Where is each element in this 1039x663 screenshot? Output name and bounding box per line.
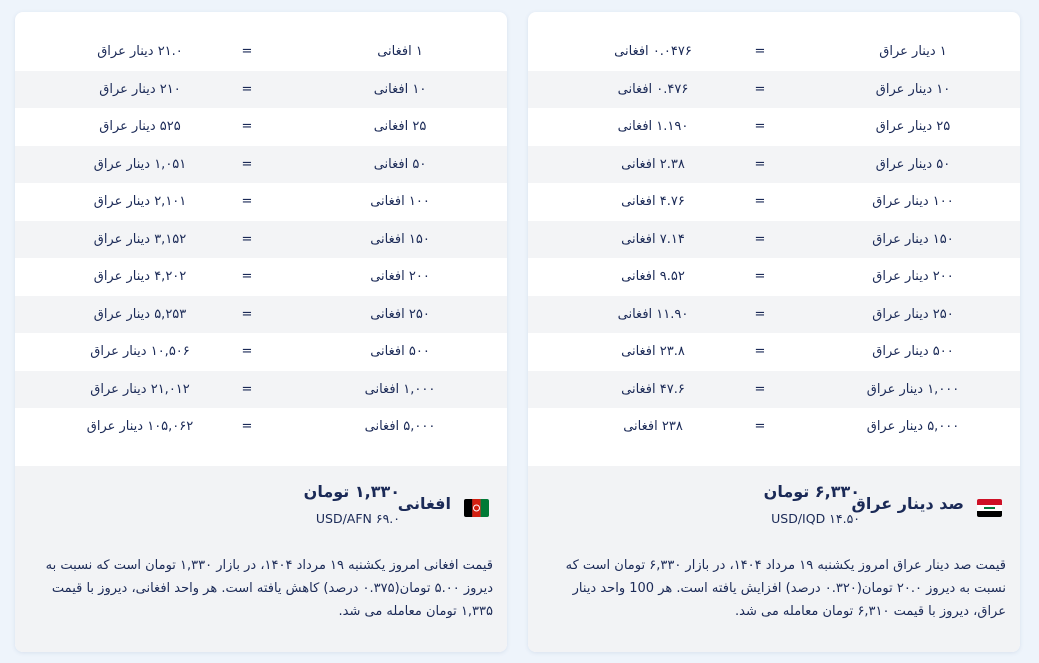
to-amount: ۴۷.۶ افغانی bbox=[621, 381, 685, 397]
currency-name: افغانی bbox=[397, 494, 451, 513]
equals-sign: = bbox=[241, 381, 253, 397]
to-amount: ۰.۴۷۶ افغانی bbox=[617, 81, 689, 97]
from-amount: ۵۰۰ افغانی bbox=[370, 344, 430, 360]
to-amount: ۱۰۵,۰۶۲ دینار عراق bbox=[86, 419, 194, 435]
to-amount: ۵,۲۵۳ دینار عراق bbox=[93, 306, 187, 322]
to-amount: ۲۱,۰۱۲ دینار عراق bbox=[90, 381, 190, 397]
equals-sign: = bbox=[754, 81, 766, 97]
table-row bbox=[15, 258, 507, 296]
table-row bbox=[15, 33, 507, 71]
table-row bbox=[528, 33, 1020, 71]
table-row bbox=[528, 258, 1020, 296]
to-amount: ۲۱۰ دینار عراق bbox=[99, 81, 181, 97]
equals-sign: = bbox=[754, 44, 766, 60]
from-amount: ۵۰۰ دینار عراق bbox=[872, 344, 954, 360]
iqd-converter-card bbox=[528, 12, 1020, 652]
currency-price: ۱,۳۳۰ تومان bbox=[303, 482, 400, 501]
from-amount: ۲۵ افغانی bbox=[373, 119, 427, 135]
to-amount: ۲۳.۸ افغانی bbox=[621, 344, 685, 360]
equals-sign: = bbox=[754, 231, 766, 247]
equals-sign: = bbox=[754, 269, 766, 285]
to-amount: ۲,۱۰۱ دینار عراق bbox=[93, 194, 187, 210]
equals-sign: = bbox=[754, 306, 766, 322]
equals-sign: = bbox=[754, 194, 766, 210]
table-row bbox=[15, 108, 507, 146]
from-amount: ۱۰۰ افغانی bbox=[370, 194, 430, 210]
equals-sign: = bbox=[241, 231, 253, 247]
from-amount: ۱۵۰ افغانی bbox=[370, 231, 430, 247]
iqd-summary bbox=[528, 466, 1020, 652]
table-row bbox=[15, 71, 507, 109]
to-amount: ۲۳۸ افغانی bbox=[623, 419, 683, 435]
table-row bbox=[15, 221, 507, 259]
table-row bbox=[15, 146, 507, 184]
iqd-conversion-table bbox=[528, 33, 1020, 446]
equals-sign: = bbox=[754, 419, 766, 435]
table-row bbox=[15, 371, 507, 409]
table-row bbox=[528, 408, 1020, 446]
afn-summary bbox=[15, 466, 507, 652]
to-amount: ۵۲۵ دینار عراق bbox=[99, 119, 181, 135]
usd-rate: USD/AFN ۶۹.۰ bbox=[315, 511, 400, 526]
from-amount: ۱۰ دینار عراق bbox=[875, 81, 951, 97]
from-amount: ۲۵۰ دینار عراق bbox=[872, 306, 954, 322]
from-amount: ۵,۰۰۰ دینار عراق bbox=[866, 419, 960, 435]
to-amount: ۴.۷۶ افغانی bbox=[621, 194, 685, 210]
table-row bbox=[528, 221, 1020, 259]
table-row bbox=[528, 183, 1020, 221]
to-amount: ۳,۱۵۲ دینار عراق bbox=[93, 231, 187, 247]
to-amount: ۱۱.۹۰ افغانی bbox=[617, 306, 689, 322]
from-amount: ۱۰۰ دینار عراق bbox=[872, 194, 954, 210]
to-amount: ۱,۰۵۱ دینار عراق bbox=[93, 156, 187, 172]
price-description: قیمت صد دینار عراق امروز یکشنبه ۱۹ مرداد ۱۴۰۴، در بازار ۶,۳۳۰ تومان است که نسبت به دیروز ۲۰.۰ تومان(۰.۳۲۰ درصد) افزایش یافته است. هر 100 واحد دینار عراق، دیروز با قیمت ۶,۳۱۰ تومان معامله می شد. bbox=[565, 558, 1006, 619]
from-amount: ۱ دینار عراق bbox=[879, 44, 947, 60]
to-amount: ۹.۵۲ افغانی bbox=[621, 269, 685, 285]
equals-sign: = bbox=[241, 269, 253, 285]
table-row bbox=[528, 71, 1020, 109]
to-amount: ۷.۱۴ افغانی bbox=[621, 231, 685, 247]
to-amount: ۱۰,۵۰۶ دینار عراق bbox=[90, 344, 190, 360]
usd-rate: USD/IQD ۱۴.۵۰ bbox=[771, 511, 860, 526]
equals-sign: = bbox=[241, 81, 253, 97]
table-row bbox=[15, 408, 507, 446]
to-amount: ۰.۰۴۷۶ افغانی bbox=[614, 44, 692, 60]
afghanistan-flag-icon bbox=[464, 499, 489, 517]
table-row bbox=[528, 371, 1020, 409]
from-amount: ۲۰۰ افغانی bbox=[370, 269, 430, 285]
currency-price: ۶,۳۳۰ تومان bbox=[763, 482, 860, 501]
from-amount: ۵۰ افغانی bbox=[373, 156, 427, 172]
equals-sign: = bbox=[241, 306, 253, 322]
afn-converter-card bbox=[15, 12, 507, 652]
equals-sign: = bbox=[754, 381, 766, 397]
price-description: قیمت افغانی امروز یکشنبه ۱۹ مرداد ۱۴۰۴، در بازار ۱,۳۳۰ تومان است که نسبت به دیروز ۵.۰۰ تومان(۰.۳۷۵ درصد) کاهش یافته است. هر واحد افغانی، دیروز با قیمت ۱,۳۳۵ تومان معامله می شد. bbox=[45, 558, 493, 619]
iraq-flag-icon bbox=[977, 499, 1002, 517]
to-amount: ۲۱.۰ دینار عراق bbox=[97, 44, 183, 60]
equals-sign: = bbox=[241, 156, 253, 172]
from-amount: ۱,۰۰۰ دینار عراق bbox=[866, 381, 960, 397]
equals-sign: = bbox=[241, 119, 253, 135]
table-row bbox=[528, 296, 1020, 334]
equals-sign: = bbox=[754, 119, 766, 135]
to-amount: ۴,۲۰۲ دینار عراق bbox=[93, 269, 187, 285]
table-row bbox=[15, 333, 507, 371]
table-row bbox=[15, 183, 507, 221]
to-amount: ۲.۳۸ افغانی bbox=[621, 156, 685, 172]
table-row bbox=[528, 146, 1020, 184]
from-amount: ۱۵۰ دینار عراق bbox=[872, 231, 954, 247]
equals-sign: = bbox=[241, 44, 253, 60]
afn-conversion-table bbox=[15, 33, 507, 446]
equals-sign: = bbox=[241, 419, 253, 435]
from-amount: ۵۰ دینار عراق bbox=[875, 156, 951, 172]
from-amount: ۲۵۰ افغانی bbox=[370, 306, 430, 322]
table-row bbox=[528, 108, 1020, 146]
to-amount: ۱.۱۹۰ افغانی bbox=[617, 119, 689, 135]
currency-name: صد دینار عراق bbox=[851, 494, 964, 513]
table-row bbox=[15, 296, 507, 334]
from-amount: ۲۰۰ دینار عراق bbox=[872, 269, 954, 285]
from-amount: ۱,۰۰۰ افغانی bbox=[364, 381, 436, 397]
equals-sign: = bbox=[754, 344, 766, 360]
equals-sign: = bbox=[241, 194, 253, 210]
from-amount: ۲۵ دینار عراق bbox=[875, 119, 951, 135]
table-row bbox=[528, 333, 1020, 371]
from-amount: ۱ افغانی bbox=[377, 44, 423, 60]
from-amount: ۵,۰۰۰ افغانی bbox=[364, 419, 436, 435]
equals-sign: = bbox=[241, 344, 253, 360]
equals-sign: = bbox=[754, 156, 766, 172]
from-amount: ۱۰ افغانی bbox=[373, 81, 427, 97]
